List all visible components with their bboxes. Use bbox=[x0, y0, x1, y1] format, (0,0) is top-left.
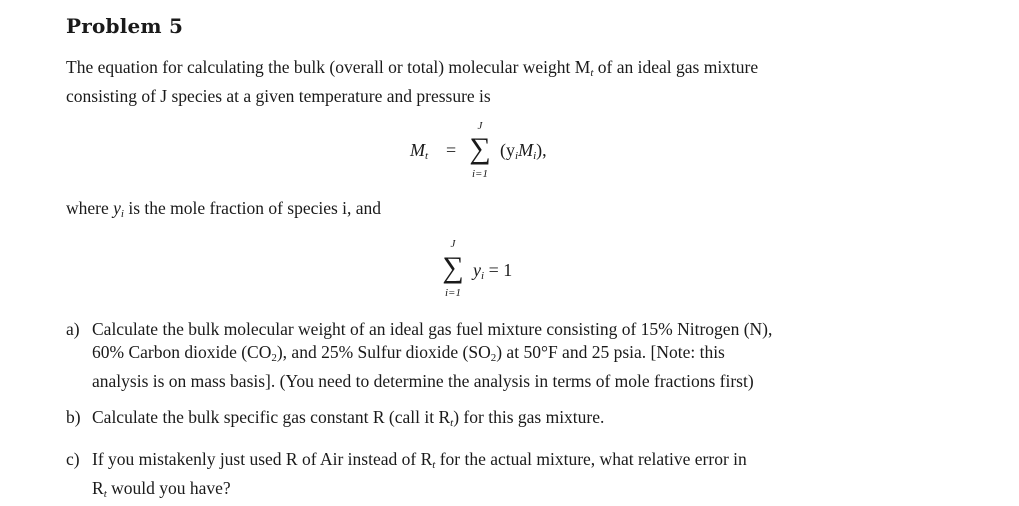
item-c-line-1: If you mistakenly just used R of Air instead of Rt for the actual mixture, what relative error in bbox=[92, 449, 747, 471]
item-b-marker: b) bbox=[66, 407, 81, 427]
intro-text-1a: The equation for calculating the bulk (overall or total) molecular weight M bbox=[66, 57, 591, 77]
eq1-summation bbox=[460, 120, 500, 182]
intro-subscript-t: t bbox=[590, 67, 594, 79]
eq1-lower-limit: i=1 bbox=[472, 168, 488, 180]
intro-paragraph bbox=[66, 56, 906, 108]
intro-line-1 bbox=[66, 56, 906, 85]
eq1-term: (yiMi), bbox=[500, 140, 547, 162]
sigma-symbol: ∑ bbox=[469, 132, 491, 165]
item-c-marker: c) bbox=[66, 449, 80, 469]
item-a-body bbox=[92, 318, 892, 393]
equation-mole-fraction-sum bbox=[433, 238, 563, 302]
equation-bulk-molecular-weight bbox=[410, 120, 610, 182]
intro-line-2: consisting of J species at a given temperature and pressure is bbox=[66, 86, 491, 106]
item-b-line-1: Calculate the bulk specific gas constant R (call it Rt) for this gas mixture. bbox=[92, 407, 605, 429]
intro-text-1b: of an ideal gas mixture bbox=[593, 57, 759, 77]
item-a-line-1: Calculate the bulk molecular weight of an ideal gas fuel mixture consisting of 15% Nitrogen (N), bbox=[92, 319, 773, 339]
item-c-line-2: Rt would you have? bbox=[92, 478, 231, 500]
item-a-marker: a) bbox=[66, 319, 80, 339]
item-c-body bbox=[92, 448, 892, 506]
item-a-line-2: 60% Carbon dioxide (CO2), and 25% Sulfur dioxide (SO2) at 50°F and 25 psia. [Note: this bbox=[92, 342, 725, 364]
problem-heading: Problem 5 bbox=[66, 14, 184, 38]
item-b-body bbox=[92, 406, 892, 435]
eq1-equals: = bbox=[446, 140, 457, 160]
eq2-summation bbox=[433, 238, 473, 302]
item-a-line-3: analysis is on mass basis]. (You need to determine the analysis in terms of mole fractions first) bbox=[92, 371, 754, 391]
eq1-lhs: Mt bbox=[410, 140, 429, 162]
eq2-upper-limit: J bbox=[450, 238, 456, 250]
sigma-symbol: ∑ bbox=[442, 251, 464, 284]
eq2-lower-limit: i=1 bbox=[445, 287, 461, 299]
where-line: where yi is the mole fraction of species i, and bbox=[66, 198, 382, 220]
eq1-upper-limit: J bbox=[477, 120, 483, 132]
eq2-term: yi = 1 bbox=[473, 260, 513, 282]
